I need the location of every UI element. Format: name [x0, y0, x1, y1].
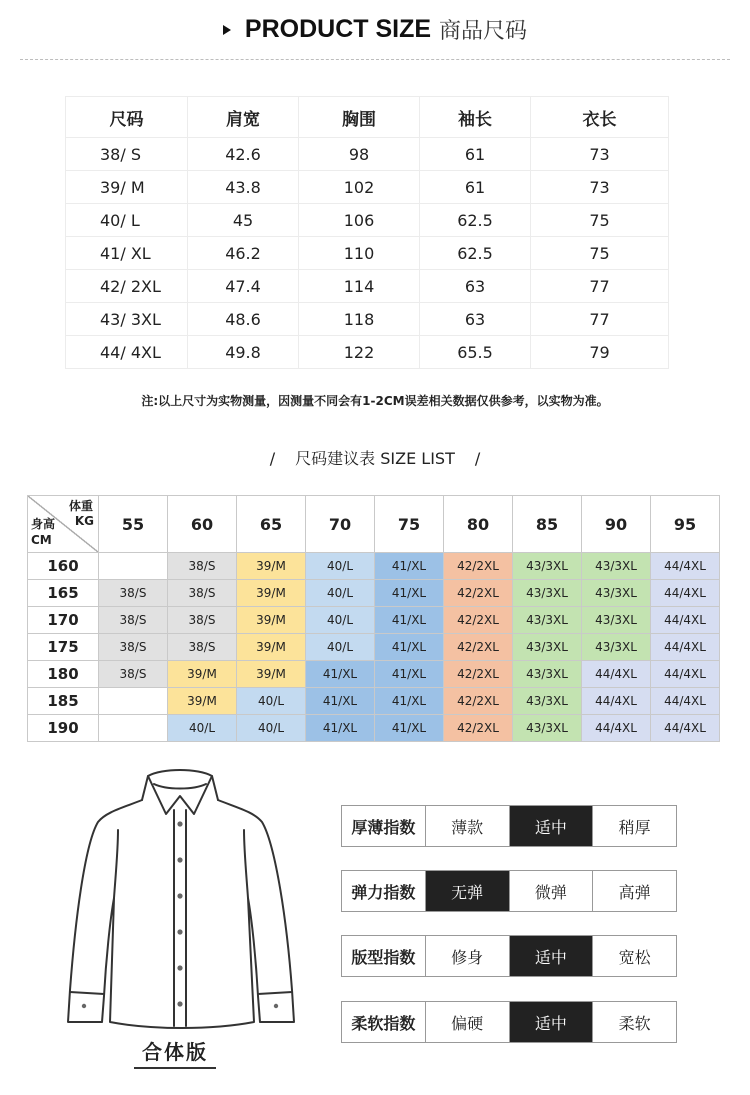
weight-header: 65	[237, 496, 306, 553]
size-suggestion-cell: 43/3XL	[582, 634, 651, 661]
size-suggestion-cell: 38/S	[99, 634, 168, 661]
value-cell: 47.4	[188, 270, 299, 303]
value-cell: 62.5	[420, 204, 531, 237]
size-cell: 38/ S	[66, 138, 188, 171]
fit-underline	[134, 1067, 216, 1069]
size-suggestion-cell: 38/S	[168, 634, 237, 661]
size-suggestion-cell: 42/2XL	[444, 688, 513, 715]
corner-height: 身高	[31, 517, 56, 531]
height-cell: 175	[28, 634, 99, 661]
table-row	[66, 336, 669, 369]
index-option: 宽松	[592, 936, 676, 976]
value-cell: 73	[531, 171, 669, 204]
value-cell: 75	[531, 204, 669, 237]
index-label: 版型指数	[351, 947, 416, 967]
height-cell: 170	[28, 607, 99, 634]
size-suggestion-cell: 41/XL	[375, 688, 444, 715]
header-title-en: PRODUCT SIZE	[244, 15, 432, 43]
size-suggestion-cell: 39/M	[168, 688, 237, 715]
size-suggestion-cell: 40/L	[237, 688, 306, 715]
value-cell: 63	[420, 270, 531, 303]
corner-weight: 体重	[68, 499, 93, 513]
weight-header-row	[28, 496, 720, 553]
index-option: 适中	[509, 936, 593, 976]
elasticity-index	[341, 870, 677, 912]
size-suggestion-cell: 40/L	[306, 553, 375, 580]
size-suggestion-cell	[99, 688, 168, 715]
size-suggestion-cell: 43/3XL	[582, 580, 651, 607]
index-option: 无弹	[425, 871, 509, 911]
height-cell: 165	[28, 580, 99, 607]
size-suggestion-cell: 38/S	[99, 607, 168, 634]
size-suggestion-cell: 39/M	[237, 607, 306, 634]
value-cell: 73	[531, 138, 669, 171]
value-cell: 65.5	[420, 336, 531, 369]
index-option: 微弹	[509, 871, 593, 911]
header-cell: 袖长	[420, 97, 531, 138]
height-cell: 180	[28, 661, 99, 688]
size-suggestion-cell: 38/S	[168, 553, 237, 580]
value-cell: 46.2	[188, 237, 299, 270]
index-option: 稍厚	[592, 806, 676, 846]
value-cell: 114	[299, 270, 420, 303]
value-cell: 42.6	[188, 138, 299, 171]
weight-header: 80	[444, 496, 513, 553]
corner-cm: CM	[31, 533, 52, 547]
thickness-index	[341, 805, 677, 847]
size-cell: 44/ 4XL	[66, 336, 188, 369]
index-label: 柔软指数	[351, 1013, 416, 1033]
size-suggestion-cell: 39/M	[237, 661, 306, 688]
value-cell: 122	[299, 336, 420, 369]
table-row	[28, 580, 720, 607]
size-suggestion-cell: 40/L	[168, 715, 237, 742]
size-suggestion-cell: 42/2XL	[444, 715, 513, 742]
index-option: 高弹	[592, 871, 676, 911]
size-list-title: 尺码建议表 SIZE LIST	[295, 449, 455, 468]
index-option: 薄款	[425, 806, 509, 846]
value-cell: 110	[299, 237, 420, 270]
value-cell: 61	[420, 171, 531, 204]
corner-kg: KG	[74, 514, 94, 528]
size-cell: 39/ M	[66, 171, 188, 204]
index-option: 适中	[509, 1002, 593, 1042]
table-row	[66, 204, 669, 237]
size-suggestion-cell: 43/3XL	[513, 688, 582, 715]
index-option: 偏硬	[425, 1002, 509, 1042]
size-suggestion-cell: 42/2XL	[444, 661, 513, 688]
weight-header: 60	[168, 496, 237, 553]
size-suggestion-cell: 43/3XL	[513, 607, 582, 634]
size-table-header	[66, 97, 669, 138]
size-table	[65, 96, 669, 369]
table-row	[28, 607, 720, 634]
index-label: 厚薄指数	[351, 817, 416, 837]
size-suggestion-cell: 40/L	[237, 715, 306, 742]
header-cell: 衣长	[531, 97, 669, 138]
size-suggestion-cell: 41/XL	[375, 661, 444, 688]
size-suggestion-cell: 38/S	[99, 661, 168, 688]
size-suggestion-cell: 41/XL	[375, 715, 444, 742]
table-row	[28, 688, 720, 715]
size-suggestion-cell: 38/S	[99, 580, 168, 607]
size-cell: 42/ 2XL	[66, 270, 188, 303]
index-option: 适中	[509, 806, 593, 846]
fit-label: 合体版	[142, 1040, 208, 1064]
weight-header: 70	[306, 496, 375, 553]
index-label: 弹力指数	[351, 882, 416, 902]
size-suggestion-cell: 44/4XL	[651, 553, 720, 580]
size-suggestion-cell: 41/XL	[306, 688, 375, 715]
size-suggestion-cell: 41/XL	[375, 580, 444, 607]
size-suggestion-cell: 43/3XL	[513, 661, 582, 688]
size-list-header	[0, 446, 750, 469]
size-suggestion-cell: 44/4XL	[582, 661, 651, 688]
corner-cell	[28, 496, 99, 553]
size-recommendation-table	[27, 495, 720, 742]
size-suggestion-cell: 38/S	[168, 580, 237, 607]
value-cell: 77	[531, 303, 669, 336]
shirt-illustration	[62, 760, 298, 1050]
header-cell: 肩宽	[188, 97, 299, 138]
weight-header: 90	[582, 496, 651, 553]
table-row	[28, 634, 720, 661]
size-suggestion-cell: 44/4XL	[651, 607, 720, 634]
softness-index	[341, 1001, 677, 1043]
size-suggestion-cell: 41/XL	[375, 634, 444, 661]
table-row	[66, 171, 669, 204]
size-suggestion-cell: 44/4XL	[651, 688, 720, 715]
size-suggestion-cell: 41/XL	[375, 553, 444, 580]
size-suggestion-cell	[99, 553, 168, 580]
value-cell: 49.8	[188, 336, 299, 369]
value-cell: 106	[299, 204, 420, 237]
value-cell: 43.8	[188, 171, 299, 204]
size-suggestion-cell: 43/3XL	[582, 607, 651, 634]
value-cell: 118	[299, 303, 420, 336]
size-suggestion-cell: 41/XL	[306, 715, 375, 742]
value-cell: 63	[420, 303, 531, 336]
size-suggestion-cell: 39/M	[237, 580, 306, 607]
slash-right: /	[474, 449, 481, 468]
table-row	[66, 138, 669, 171]
table-row	[28, 661, 720, 688]
size-suggestion-cell: 44/4XL	[582, 715, 651, 742]
weight-header: 85	[513, 496, 582, 553]
size-suggestion-cell: 39/M	[168, 661, 237, 688]
index-option: 修身	[425, 936, 509, 976]
size-suggestion-cell: 42/2XL	[444, 553, 513, 580]
header-cell: 胸围	[299, 97, 420, 138]
size-suggestion-cell: 43/3XL	[513, 715, 582, 742]
size-suggestion-cell: 42/2XL	[444, 607, 513, 634]
index-option: 柔软	[592, 1002, 676, 1042]
size-suggestion-cell: 43/3XL	[513, 580, 582, 607]
size-suggestion-cell: 44/4XL	[582, 688, 651, 715]
size-suggestion-cell: 42/2XL	[444, 580, 513, 607]
value-cell: 45	[188, 204, 299, 237]
size-suggestion-cell: 38/S	[168, 607, 237, 634]
size-cell: 43/ 3XL	[66, 303, 188, 336]
value-cell: 102	[299, 171, 420, 204]
size-suggestion-cell: 39/M	[237, 553, 306, 580]
size-suggestion-cell: 44/4XL	[651, 715, 720, 742]
header-title-cn: 商品尺码	[439, 19, 528, 44]
table-row	[66, 303, 669, 336]
size-suggestion-cell: 39/M	[237, 634, 306, 661]
triangle-right-icon	[223, 25, 231, 35]
height-cell: 185	[28, 688, 99, 715]
value-cell: 62.5	[420, 237, 531, 270]
height-cell: 190	[28, 715, 99, 742]
value-cell: 61	[420, 138, 531, 171]
value-cell: 48.6	[188, 303, 299, 336]
slash-left: /	[269, 449, 276, 468]
value-cell: 77	[531, 270, 669, 303]
value-cell: 79	[531, 336, 669, 369]
size-suggestion-cell: 40/L	[306, 580, 375, 607]
table-row	[28, 553, 720, 580]
size-suggestion-cell: 40/L	[306, 634, 375, 661]
height-cell: 160	[28, 553, 99, 580]
size-suggestion-cell: 44/4XL	[651, 634, 720, 661]
table-row	[66, 270, 669, 303]
size-suggestion-cell: 43/3XL	[513, 634, 582, 661]
header-cell: 尺码	[66, 97, 188, 138]
size-suggestion-cell: 40/L	[306, 607, 375, 634]
weight-header: 75	[375, 496, 444, 553]
weight-header: 95	[651, 496, 720, 553]
size-cell: 40/ L	[66, 204, 188, 237]
value-cell: 75	[531, 237, 669, 270]
value-cell: 98	[299, 138, 420, 171]
size-suggestion-cell: 43/3XL	[513, 553, 582, 580]
weight-header: 55	[99, 496, 168, 553]
measurement-note: 注:以上尺寸为实物测量，因测量不同会有1-2CM误差相关数据仅供参考，以实物为准。	[141, 394, 609, 408]
table-row	[66, 237, 669, 270]
size-suggestion-cell: 41/XL	[306, 661, 375, 688]
table-row	[28, 715, 720, 742]
fit-type-index	[341, 935, 677, 977]
size-cell: 41/ XL	[66, 237, 188, 270]
size-suggestion-cell: 44/4XL	[651, 580, 720, 607]
size-suggestion-cell	[99, 715, 168, 742]
size-suggestion-cell: 43/3XL	[582, 553, 651, 580]
dashed-divider	[20, 59, 730, 60]
size-suggestion-cell: 41/XL	[375, 607, 444, 634]
page-header	[0, 14, 750, 54]
size-suggestion-cell: 44/4XL	[651, 661, 720, 688]
size-suggestion-cell: 42/2XL	[444, 634, 513, 661]
